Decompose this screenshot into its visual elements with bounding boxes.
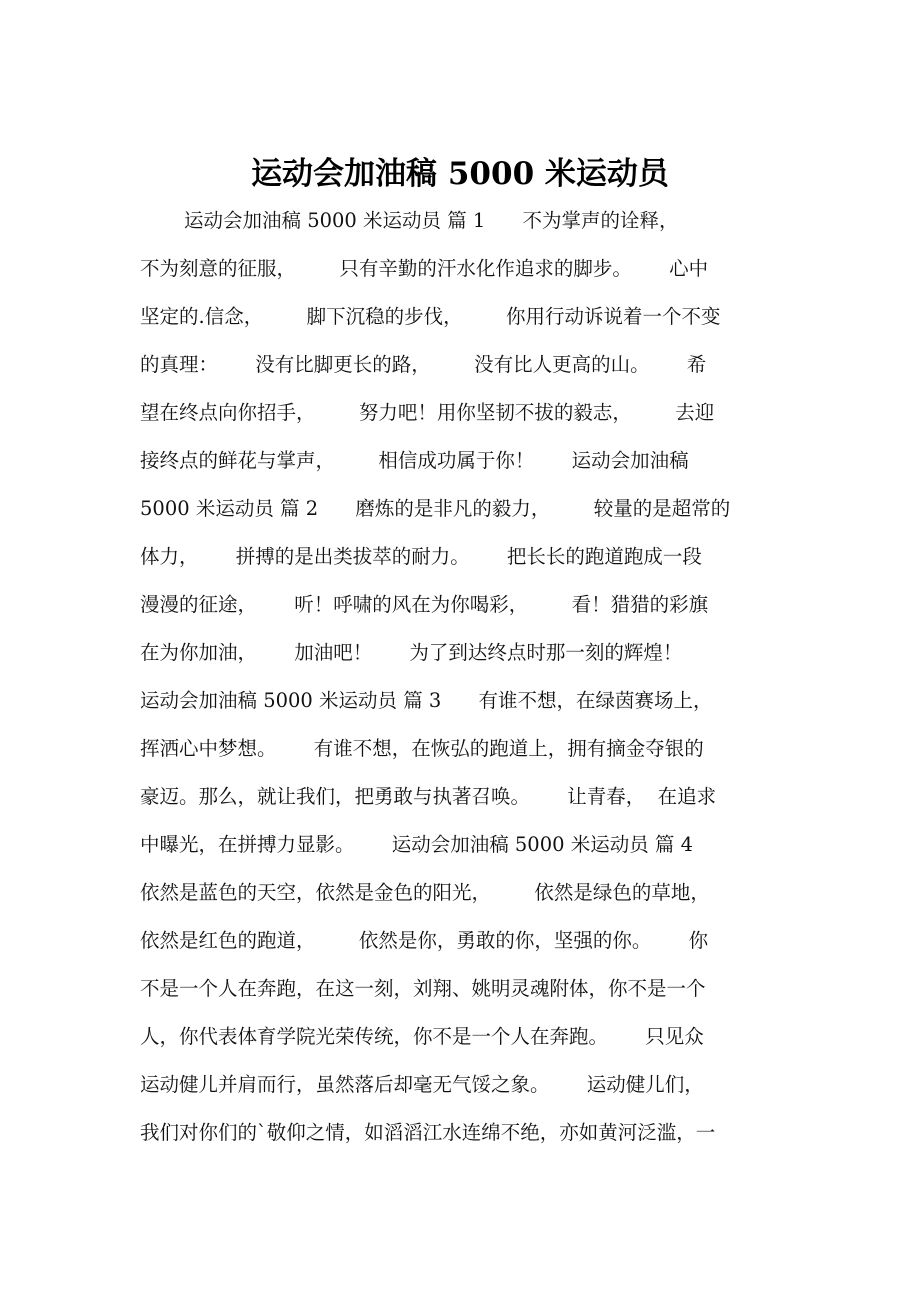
document-body xyxy=(140,197,780,1157)
text-line: 运动会加油稿 5000 米运动员 篇 1 不为掌声的诠释， xyxy=(184,209,679,232)
text-line: 望在终点向你招手， 努力吧！用你坚韧不拔的毅志， 去迎 xyxy=(140,401,715,424)
text-line: 豪迈。那么，就让我们，把勇敢与执著召唤。 让青春， 在追求 xyxy=(140,785,717,808)
text-line: 接终点的鲜花与掌声， 相信成功属于你！ 运动会加油稿 xyxy=(140,449,689,472)
text-line: 在为你加油， 加油吧！ 为了到达终点时那一刻的辉煌！ xyxy=(140,641,683,664)
text-line: 的真理： 没有比脚更长的路， 没有比人更高的山。 希 xyxy=(140,353,707,376)
text-line: 不为刻意的征服， 只有辛勤的汗水化作追求的脚步。 心中 xyxy=(140,257,709,280)
text-line: 体力， 拼搏的是出类拔萃的耐力。 把长长的跑道跑成一段 xyxy=(140,545,702,568)
text-line: 漫漫的征途， 听！呼啸的风在为你喝彩， 看！猎猎的彩旗 xyxy=(140,593,709,616)
text-line: 中曝光，在拼搏力显影。 运动会加油稿 5000 米运动员 篇 4 xyxy=(140,833,694,856)
text-line: 不是一个人在奔跑，在这一刻，刘翔、姚明灵魂附体，你不是一个 xyxy=(140,977,706,1000)
text-line: 依然是红色的跑道， 依然是你，勇敢的你，坚强的你。 你 xyxy=(140,929,709,952)
text-line: 我们对你们的`敬仰之情，如滔滔江水连绵不绝，亦如黄河泛滥，一 xyxy=(140,1121,716,1144)
text-line: 5000 米运动员 篇 2 磨炼的是非凡的毅力， 较量的是超常的 xyxy=(140,497,731,520)
text-line: 依然是蓝色的天空，依然是金色的阳光， 依然是绿色的草地， xyxy=(140,881,710,904)
document-title: 运动会加油稿 5000 米运动员 xyxy=(251,156,669,192)
text-line: 运动会加油稿 5000 米运动员 篇 3 有谁不想，在绿茵赛场上， xyxy=(140,689,713,712)
text-line: 挥洒心中梦想。 有谁不想，在恢弘的跑道上，拥有摘金夺银的 xyxy=(140,737,704,760)
text-line: 人，你代表体育学院光荣传统，你不是一个人在奔跑。 只见众 xyxy=(140,1025,704,1048)
text-line: 运动健儿并肩而行，虽然落后却毫无气馁之象。 运动健儿们， xyxy=(140,1073,704,1096)
text-line: 坚定的.信念， 脚下沉稳的步伐， 你用行动诉说着一个不变 xyxy=(140,305,721,328)
